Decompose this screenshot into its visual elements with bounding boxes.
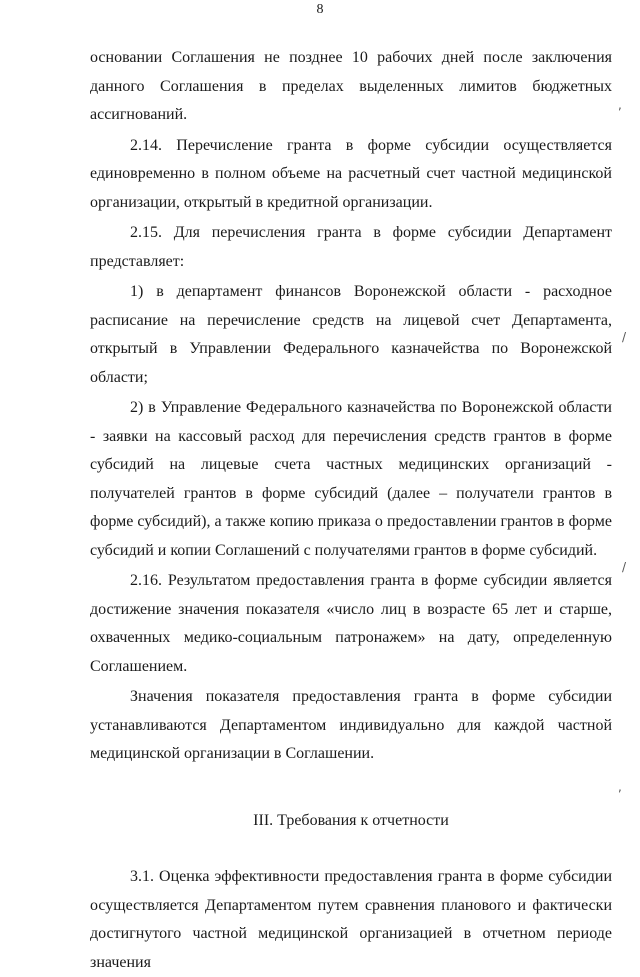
paragraph-3-1: 3.1. Оценка эффективности предоставления гранта в форме субсидии осуществляется Департаментом путем сравнения планового и фактически достигнутого частной медицинской организацией в отчетном периоде значения [90, 868, 612, 971]
paragraph-2-14: 2.14. Перечисление гранта в форме субсидии осуществляется единовременно в полном объеме на расчетный счет частной медицинской организации, открытый в кредитной организации. [90, 136, 612, 211]
document-body [90, 44, 612, 977]
paragraph-continuation: основании Соглашения не позднее 10 рабочих дней после заключения данного Соглашения в пределах выделенных лимитов бюджетных ассигнований. [90, 49, 612, 123]
paragraph-2-15-item-1: 1) в департамент финансов Воронежской области - расходное расписание на перечисление средств на лицевой счет Департамента, открытый в Управлении Федерального казначейства по Воронежской области; [90, 283, 612, 386]
paragraph-2-16-values: Значения показателя предоставления гранта в форме субсидии устанавливаются Департаментом индивидуально для каждой частной медицинской организации в Соглашении. [90, 688, 612, 762]
paragraph-2-15: 2.15. Для перечисления гранта в форме субсидии Департамент представляет: [90, 224, 612, 270]
paragraph-2-16: 2.16. Результатом предоставления гранта в форме субсидии является достижение значения показателя «число лиц в возрасте 65 лет и старше, охваченных медико-социальным патронажем» на дату, определенную Соглашением. [90, 572, 612, 675]
page-number: 8 [316, 2, 324, 17]
paragraph-2-15-item-2: 2) в Управление Федерального казначейства по Воронежской области - заявки на кассовый расход для перечисления средств грантов в форме субсидий на лицевые счета частных медицинских организаций - получателей грантов в форме субсидий (далее – получатели грантов в форме субсидий), а также копию приказа о предоставлении грантов в форме субсидий и копии Соглашений с получателями грантов в форме субсидий. [90, 399, 612, 559]
scan-mark: , [618, 98, 622, 112]
scan-mark: / [622, 330, 627, 344]
section-heading: III. Требования к отчетности [253, 811, 449, 829]
scan-mark: , [618, 780, 622, 794]
scan-mark: / [622, 560, 627, 574]
